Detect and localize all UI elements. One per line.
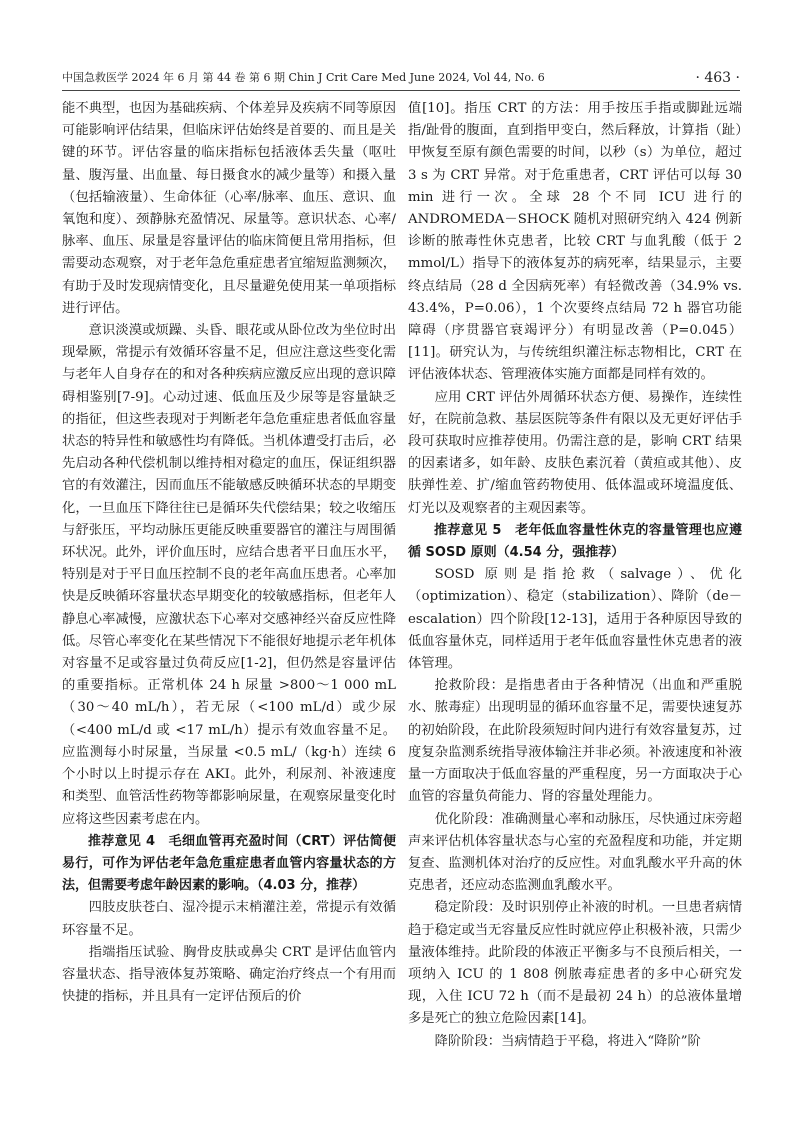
recommendation-heading: 推荐意见 5 老年低血容量性休克的容量管理也应遵循 SOSD 原则（4.54 分，强推荐） <box>408 522 742 561</box>
paragraph: 降阶阶段：当病情趋于平稳，将进入“降阶”阶 <box>434 1033 701 1049</box>
paragraph: 抢救阶段：是指患者由于各种情况（出血和严重脱水、脓毒症）出现明显的循环血容量不足，需要快速复苏的初始阶段，在此阶段须短时间内进行有效容量复苏，过度复杂监测系统指导液体输注并非必须。补液速度和补液量一方面取决于低血容量的严重程度，另一方面取决于心血管的容量负荷能力、肾的容量处理能力。 <box>408 678 742 805</box>
paragraph: 优化阶段：准确测量心率和动脉压，尽快通过床旁超声来评估机体容量状态与心室的充盈程度和功能，并定期复查、监测机体对治疗的反应性。对血乳酸水平升高的休克患者，还应动态监测血乳酸水平。 <box>408 811 742 894</box>
paragraph: 稳定阶段：及时识别停止补液的时机。一旦患者病情趋于稳定或当无容量反应性时就应停止积极补液，只需少量液体维持。此阶段的体液正平衡多与不良预后相关，一项纳入 ICU 的 1 808 例脓毒症患者的多中心研究发现，入住 ICU 72 h（而不是最初 24 h）的总液体量增多是死亡的独立危险因素[14]。 <box>408 900 742 1027</box>
paragraph: SOSD 原则是指抢救（salvage）、优化（optimization）、稳定（stabilization）、降阶（de－escalation）四个阶段[12-13]，适用于各种原因导致的低血容量休克，同样适用于老年低血容量性休克患者的液体管理。 <box>408 567 742 672</box>
paragraph: 四肢皮肤苍白、湿冷提示末梢灌注差，常提示有效循环容量不足。 <box>62 900 396 938</box>
right-column <box>408 98 742 1053</box>
paragraph: 能不典型，也因为基础疾病、个体差异及疾病不同等原因可能影响评估结果，但临床评估始终是首要的、而且是关键的环节。评估容量的临床指标包括液体丢失量（呕吐量、腹泻量、出血量、每日摄食水的减少量等）和摄入量（包括输液量）、生命体征（心率/脉率、血压、意识、血氧饱和度）、颈静脉充盈情况、尿量等。意识状态、心率/脉率、血压、尿量是容量评估的临床简便且常用指标，但需要动态观察，对于老年急危重症患者宜缩短监测频次，有助于及时发现病情变化，且尽量避免使用某一单项指标进行评估。 <box>62 101 396 316</box>
paragraph: 应用 CRT 评估外周循环状态方便、易操作，连续性好，在院前急救、基层医院等条件有限以及无更好评估手段可获取时应推荐使用。仍需注意的是，影响 CRT 结果的因素诸多，如年龄、皮肤色素沉着（黄疸或其他）、皮肤弹性差、扩/缩血管药物使用、低体温或环境温度低、灯光以及观察者的主观因素等。 <box>408 389 742 516</box>
running-header <box>62 68 740 91</box>
left-column <box>62 98 396 1008</box>
journal-citation: 中国急救医学 2024 年 6 月 第 44 卷 第 6 期 Chin J Crit Care Med June 2024, Vol 44, No. 6 <box>62 71 545 84</box>
page-number: · 463 · <box>695 70 740 86</box>
recommendation-heading: 推荐意见 4 毛细血管再充盈时间（CRT）评估简便易行，可作为评估老年急危重症患者血管内容量状态的方法，但需要考虑年龄因素的影响。（4.03 分，推荐） <box>62 833 396 894</box>
paragraph: 指端指压试验、胸骨皮肤或鼻尖 CRT 是评估血管内容量状态、指导液体复苏策略、确定治疗终点一个有用而快捷的指标，并且具有一定评估预后的价 <box>62 944 396 1005</box>
paragraph: 值[10]。指压 CRT 的方法：用手按压手指或脚趾远端指/趾骨的腹面，直到指甲变白，然后释放，计算指（趾）甲恢复至原有颜色需要的时间，以秒（s）为单位，超过 3 s 为 CRT 异常。对于危重患者，CRT 评估可以每 30 min 进行一次。全球 28 个不同 ICU 进行的 ANDROMEDA－SHOCK 随机对照研究纳入 424 例新诊断的脓毒性休克患者，比较 CRT 与血乳酸（低于 2 mmol/L）指导下的液体复苏的病死率，结果显示，主要终点结局（28 d 全因病死率）有轻微改善（34.9% vs. 43.4%，P=0.06），1 个次要终点结局 72 h 器官功能障碍（序贯器官衰竭评分）有明显改善（P=0.045）[11]。研究认为，与传统组织灌注标志物相比，CRT 在评估液体状态、管理液体实施方面都是同样有效的。 <box>408 101 742 383</box>
paragraph: 意识淡漠或烦躁、头昏、眼花或从卧位改为坐位时出现晕厥，常提示有效循环容量不足，但应注意这些变化需与老年人自身存在的和对各种疾病应激反应出现的意识障碍相鉴别[7-9]。心动过速、低血压及少尿等是容量缺乏的指征，但这些表现对于判断老年急危重症患者低血容量状态的特异性和敏感性均有降低。当机体遭受打击后，必先启动各种代偿机制以维持相对稳定的血压，保证组织器官的有效灌注，因而血压不能敏感反映循环状态的早期变化，一旦血压下降往往已是循环失代偿结果；较之收缩压与舒张压，平均动脉压更能反映重要器官的灌注与周围循环状况。此外，评价血压时，应结合患者平日血压水平，特别是对于平日血压控制不良的老年高血压患者。心率加快是反映循环容量状态早期变化的较敏感指标，但老年人静息心率减慢，应激状态下心率对交感神经兴奋反应性降低。尽管心率变化在某些情况下不能很好地提示老年机体对容量不足或容量过负荷反应[1-2]，但仍然是容量评估的重要指标。正常机体 24 h 尿量 >800～1 000 mL（30～40 mL/h），若无尿（<100 mL/d）或少尿（<400 mL/d 或 <17 mL/h）提示有效血容量不足。应监测每小时尿量，当尿量 <0.5 mL/（kg·h）连续 6 个小时以上时提示存在 AKI。此外，利尿剂、补液速度和类型、血管活性药物等都影响尿量，在观察尿量变化时应将这些因素考虑在内。 <box>62 323 396 827</box>
